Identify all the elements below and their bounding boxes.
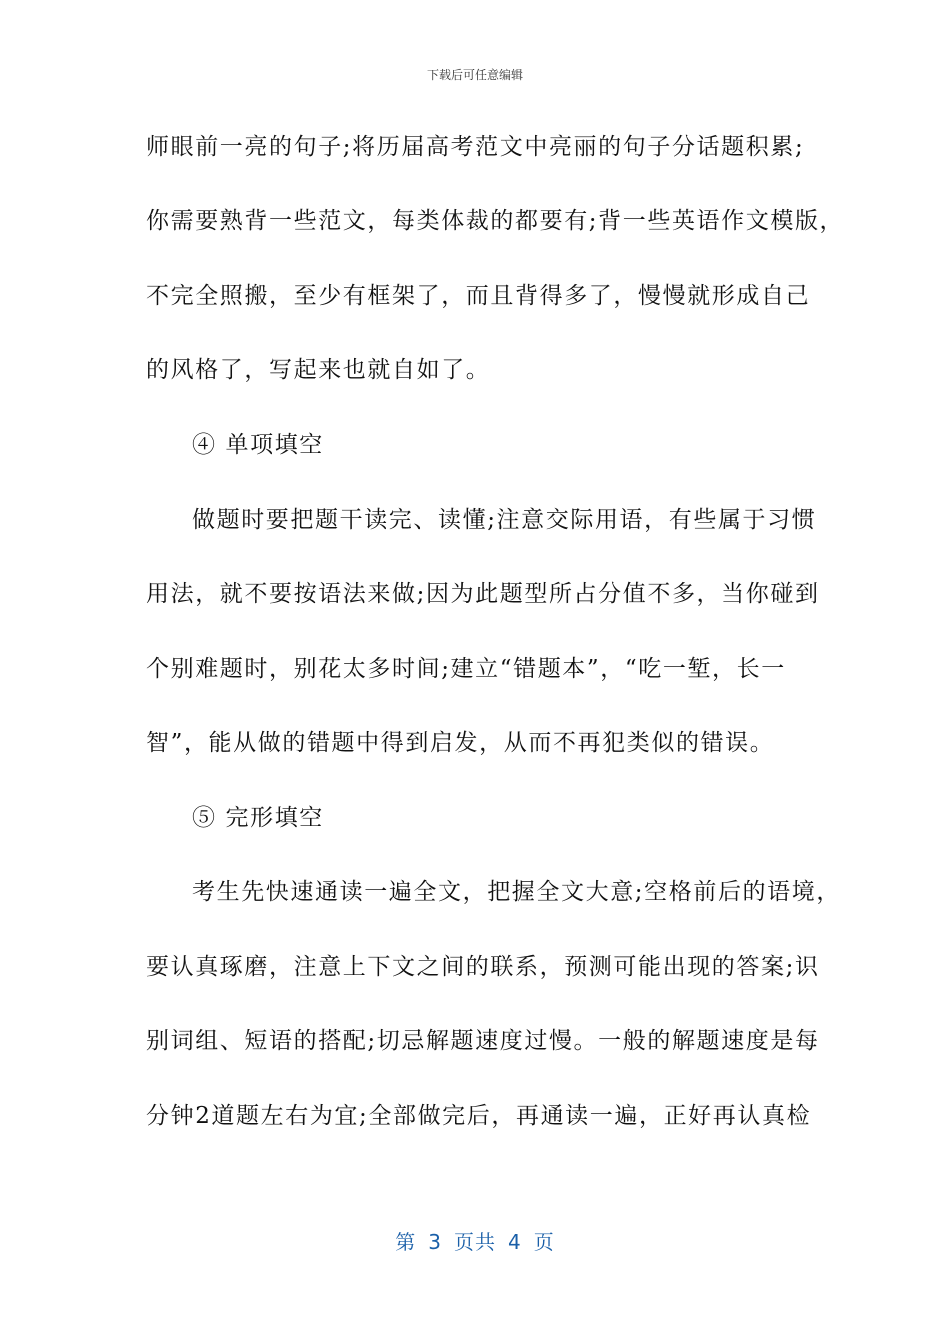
page-header-note: 下载后可任意编辑	[426, 68, 523, 82]
text-line: 智”，能从做的错题中得到启发，从而不再犯类似的错误。	[146, 730, 775, 756]
text-line: 考生先快速通读一遍全文，把握全文大意;空格前后的语境，	[192, 879, 841, 905]
text-line: 你需要熟背一些范文，每类体裁的都要有;背一些英语作文模版，	[146, 208, 845, 234]
text-line: 用法，就不要按语法来做;因为此题型所占分值不多，当你碰到	[146, 581, 820, 607]
text-line: 师眼前一亮的句子;将历届高考范文中亮丽的句子分话题积累;	[146, 134, 805, 160]
section-heading: ④ 单项填空	[192, 432, 324, 458]
text-line: 个别难题时，别花太多时间;建立“错题本”，“吃一堑，长一	[146, 656, 786, 682]
text-line: 做题时要把题干读完、读懂;注意交际用语，有些属于习惯	[192, 507, 817, 533]
footer-prefix: 第	[395, 1230, 417, 1254]
text-line: 要认真琢磨，注意上下文之间的联系，预测可能出现的答案;识	[146, 954, 820, 980]
footer-middle: 页共	[454, 1230, 496, 1254]
page-number-footer	[0, 1226, 950, 1255]
text-line: 分钟2道题左右为宜;全部做完后，再通读一遍，正好再认真检	[146, 1103, 812, 1129]
text-line: 不完全照搬，至少有框架了，而且背得多了，慢慢就形成自己	[146, 283, 811, 309]
current-page-number: 3	[428, 1230, 442, 1254]
text-line: 别词组、短语的搭配;切忌解题速度过慢。一般的解题速度是每	[146, 1028, 820, 1054]
text-line: 的风格了，写起来也就自如了。	[146, 357, 491, 383]
total-pages-number: 4	[508, 1230, 522, 1254]
footer-suffix: 页	[533, 1230, 555, 1254]
section-heading: ⑤ 完形填空	[192, 805, 324, 831]
